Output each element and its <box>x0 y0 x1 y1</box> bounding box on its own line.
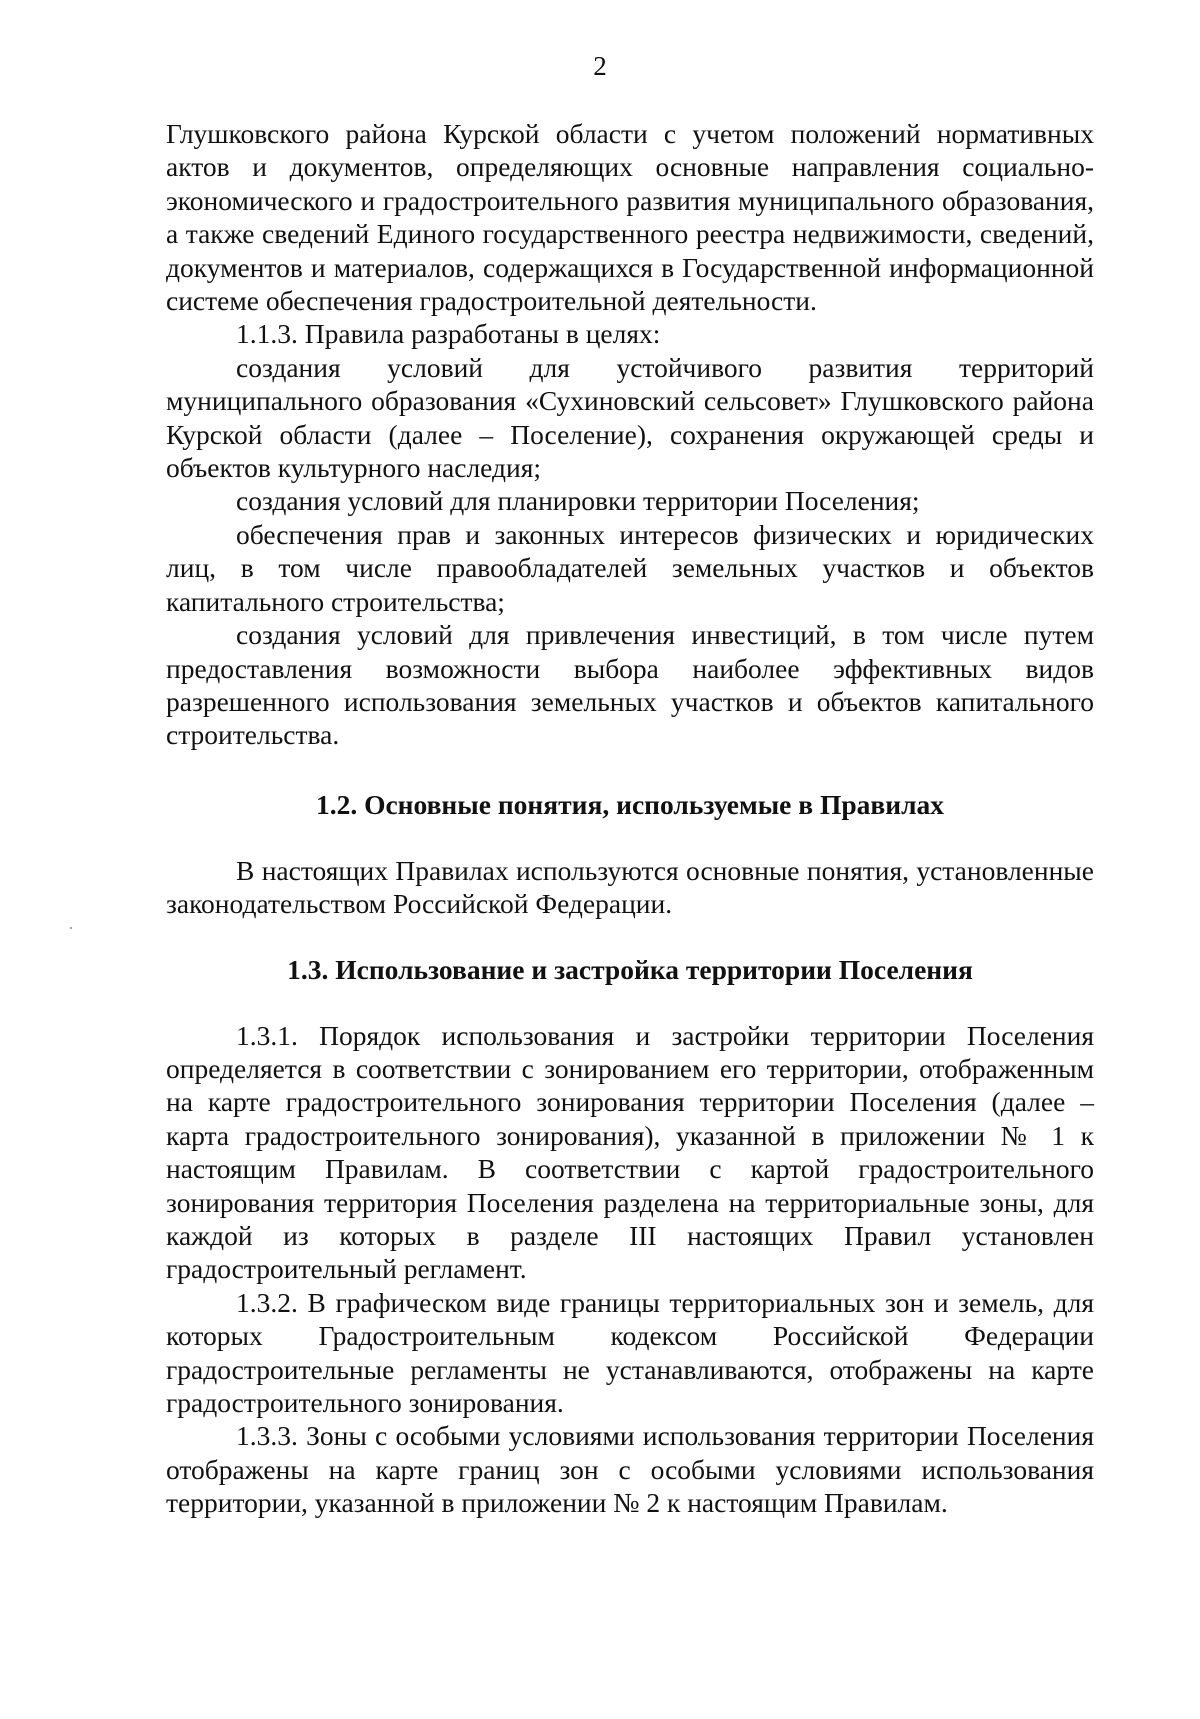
scan-speck <box>70 927 72 929</box>
continuation-paragraph: Глушковского района Курской области с учетом положений нормативных актов и документов, определяющих основные направления социально-экономического и градостроительного развития муниципального образования, а также сведений Единого государственного реестра недвижимости, сведений, документов и материалов, содержащихся в Государственной информационной системе обеспечения градостроительной деятельности. <box>166 118 1094 317</box>
paragraph-1-3-1: 1.3.1. Порядок использования и застройки территории Поселения определяется в соответствии с зонированием его территории, отображенным на карте градостроительного зонирования территории Поселения (далее – карта градостроительного зонирования), указанной в приложении № 1 к настоящим Правилам. В соответствии с картой градостроительного зонирования территория Поселения разделена на территориальные зоны, для каждой из которых в разделе III настоящих Правил установлен градостроительный регламент. <box>166 1019 1094 1285</box>
paragraph-1-3-3: 1.3.3. Зоны с особыми условиями использования территории Поселения отображены на карте границ зон с особыми условиями использования территории, указанной в приложении № 2 к настоящим Правилам. <box>166 1420 1094 1519</box>
spacer <box>166 921 1094 953</box>
page-number: 2 <box>593 51 607 81</box>
spacer <box>166 822 1094 854</box>
spacer <box>166 987 1094 1019</box>
section-heading-1-2: 1.2. Основные понятия, используемые в Правилах <box>315 788 945 820</box>
goal-sustainable-development: создания условий для устойчивого развития территорий муниципального образования «Сухиновский сельсовет» Глушковского района Курской области (далее – Поселение), сохранения окружающей среды и объектов культурного наследия; <box>166 351 1094 484</box>
paragraph-1-1-3: 1.1.3. Правила разработаны в целях: <box>236 318 661 350</box>
section-heading-1-3: 1.3. Использование и застройка территории Поселения <box>287 953 973 985</box>
document-body <box>166 117 1094 1520</box>
section-1-2-text: В настоящих Правилах используются основные понятия, установленные законодательством Российской Федерации. <box>166 854 1094 920</box>
paragraph-1-3-2: 1.3.2. В графическом виде границы территориальных зон и земель, для которых Градостроительным кодексом Российской Федерации градостроительные регламенты не устанавливаются, отображены на карте градостроительного зонирования. <box>166 1286 1094 1418</box>
goal-investment: создания условий для привлечения инвестиций, в том числе путем предоставления возможности выбора наиболее эффективных видов разрешенного использования земельных участков и объектов капитального строительства. <box>166 619 1094 751</box>
spacer <box>166 752 1094 788</box>
goal-territory-planning: создания условий для планировки территории Поселения; <box>236 485 920 517</box>
goal-rights-protection: обеспечения прав и законных интересов физических и юридических лиц, в том числе правообладателей земельных участков и объектов капитального строительства; <box>166 518 1094 617</box>
